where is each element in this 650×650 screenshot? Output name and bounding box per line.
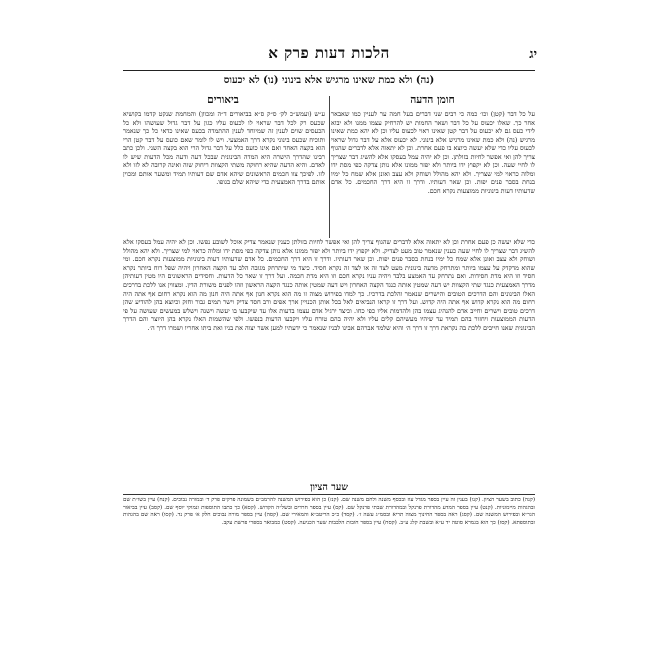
page-title: הלכות דעות פרק א (268, 44, 390, 62)
page-header (123, 44, 535, 70)
column-divider (329, 96, 330, 238)
main-body-text: כדי שלא יעשה כן פעם אחרת וכן לא יתאוה אלא לדברים שהגוף צריך להן ואי אפשר לחיות בזולתן כענין שנאמר צדיק אוכל לשובע נפשו. וכן לא יהיה עמל בעסקו אלא להשיג דבר שצריך לו לחיי שעה כענין שנאמר טוב מעט לצדיק. ולא יקפוץ ידו ביותר ולא יפזר ממונו אלא נותן צדקה כפי מסת ידו ומלוה כראוי למי שצריך. ולא יהא מהולל ושוחק ולא עצב ואונן אלא שמח כל ימיו בנחת בסבר פנים יפות. וכן שאר דעותיו. ודרך זו היא דרך החכמים. כל אדם שדעותיו דעות בינוניות ממוצעות נקרא חכם. ומי שהוא מדקדק על עצמו ביותר ומתרחק מדעה בינונית מעט לצד זה או לצד זה נקרא חסיד. כיצד מי שיתרחק מגובה הלב עד הקצה האחרון ויהיה שפל רוח ביותר נקרא חסיד וזו היא מדת חסידות. ואם נתרחק עד האמצע בלבד ויהיה עניו נקרא חכם וזו היא מדת חכמה. ועל דרך זו שאר כל הדעות. וחסידים הראשונים היו מטין דעותיהן מדרך האמצעית כנגד שתי הקצוות יש דעה שמטין אותה כנגד הקצה האחרון ויש דעה שמטין אותה כנגד הקצה הראשון וזהו לפנים משורת הדין. ומצווין אנו ללכת בדרכים האלו הבינונים והם הדרכים הטובים והישרים שנאמר והלכת בדרכיו. כך למדו בפירוש מצוה זו מה הוא נקרא חנון אף אתה היה חנון מה הוא נקרא רחום אף אתה היה רחום מה הוא נקרא קדוש אף אתה היה קדוש. ועל דרך זו קראו הנביאים לאל בכל אותן הכנויין ארך אפים ורב חסד צדיק וישר תמים גבור וחזק וכיוצא בהן להודיע שהן דרכים טובים וישרים וחייב אדם להנהיג עצמו בהן ולהדמות אליו כפי כחו. וכיצד ירגיל אדם עצמו בדעות אלו עד שיקבעו בו יעשה וישנה וישלש במעשים שעושה על פי הדעות הממוצעות ויחזור בהם תמיד עד שיהיו מעשיהם קלים עליו ולא יהיה בהם טורח עליו ויקבעו הדעות בנפשו. ולפי שהשמות האלו נקרא בהן היוצר והם הדרך הבינונית שאנו חייבים ללכת בה נקראת דרך זו דרך ה׳ והיא שלמד אברהם אבינו לבניו שנאמר כי ידעתיו למען אשר יצוה את בניו ואת ביתו אחריו ושמרו דרך ה׳. (123, 238, 535, 332)
page-number: יג (529, 47, 537, 62)
left-column-text: ע״ש (ועמש״כ לק׳ ס״ק ס״א בביאורים ד״ה ומכוון) והמחמת שנקט קדמו בקושיא שכעס רק לכל דבר שראוי לו לכעוס עליו כגון על דבר גדול שעושהו ולא כל הכעסים שוים לענין זה שמיוחד לענין ההתמדה בכעס שאינו כדאי כל כך שנאמר ותוכיח שכעס בינוני נקרא דרך האמצעי. ויש לו לומר שאם כועס על דבר קטן הרי הוא בקצה האחד ואם אינו כועס כלל על דבר גדול הרי הוא בקצה השני. ולכן כתב רבינו שהדרך הישרה היא המדה הבינונית שבכל דעה ודעה מכל הדעות שיש לו לאדם. והיא הדעה שהיא רחוקה משתי הקצוות ריחוק שוה ואינה קרובה לא לזו ולא לזו. לפיכך צוו חכמים הראשונים שיהא אדם שם דעותיו תמיד ומשער אותם ומכוין אותם בדרך האמצעית כדי שיהא שלם בגופו. (123, 110, 325, 187)
left-column-heading: ביאורים (207, 94, 239, 106)
notes-text: (קנה) כתוב בשער הציון. (קנו) בענין זה עיין בספר מגדל עוז ובכסף משנה ולחם משנה שם. (קנז) כן הוא בפירוש המשנה להרמב״ם בשמונה פרקים פרק ד׳ ובמורה נבוכים. (קנח) עיין בשו״ת שם ובהגהות מיימוניות. (קנט) עיין בספר המדע מהדורת פרנקל ובמהדורת שבתי פרנקל שם. (קס) עיין בספר חרדים ובשל״ה הקדוש. (קסא) כך כתבו התוספות ונמוקי יוסף שם. (קסב) עיין בביאור הגר״א ובפירוש המשנה שם. (קסג) ראה בספר החינוך מצוה תריא ובסמ״ג עשה ז׳. (קסד) כ״כ הריטב״א והמאירי שם. (קסה) עיין בספר מורה נבוכים חלק א׳ פרק נד. (קסו) ראה שם בהגהות ובתוספתא. (קסז) כך הוא בגמרא סוטה יד ע״א ובשבת קלג ע״ב. (קסח) עיין בספר חובות הלבבות שער הכניעה. (קסט) כמבואר בספרי פרשת עקב. (123, 497, 535, 526)
notes-rule (123, 494, 535, 495)
top-line: (נה) ולא כמת שאינו מרגיש אלא בינוני (נו) לא יכעוס (223, 75, 435, 86)
notes-heading: שער הציון (310, 482, 348, 493)
right-column-text: על כל דבר (קטן) וכו׳ כמה כי רבים שני דברים בעל חמה ער לעניין כמו שאבאר אחר כך. שאלו יכעוס על כל דבר ושאר החמות יש להרחיק עצמו ממנו ולא יבוא לידי כעס גם לא יכעוס על דבר קטן שאינו ראוי לכעוס עליו וכן לא יהא כמת שאינו מרגיש (נה) ולא כמת שאינו מרגיש אלא בינוני. לא יכעוס אלא על דבר גדול שראוי לכעוס עליו כדי שלא יעשה כיוצא בו פעם אחרת. וכן לא יתאוה אלא לדברים שהגוף צריך להן ואי אפשר לחיות בזולתן. וכן לא יהיה עמל בעסקו אלא להשיג דבר שצריך לו לחיי שעה. וכן לא יקפוץ ידו ביותר ולא יפזר ממונו אלא נותן צדקה כפי מסת ידו ומלוה כראוי למי שצריך. ולא יהא מהולל ושוחק ולא עצב ואונן אלא שמח כל ימיו בנחת בסבר פנים יפות. וכן שאר דעותיו. ודרך זו היא דרך החכמים. כל אדם שדעותיו דעות בינוניות ממוצעות נקרא חכם. (331, 110, 535, 195)
right-column-heading: חומן הדעה (410, 94, 455, 106)
document-page (123, 30, 535, 620)
header-rule (123, 70, 535, 71)
